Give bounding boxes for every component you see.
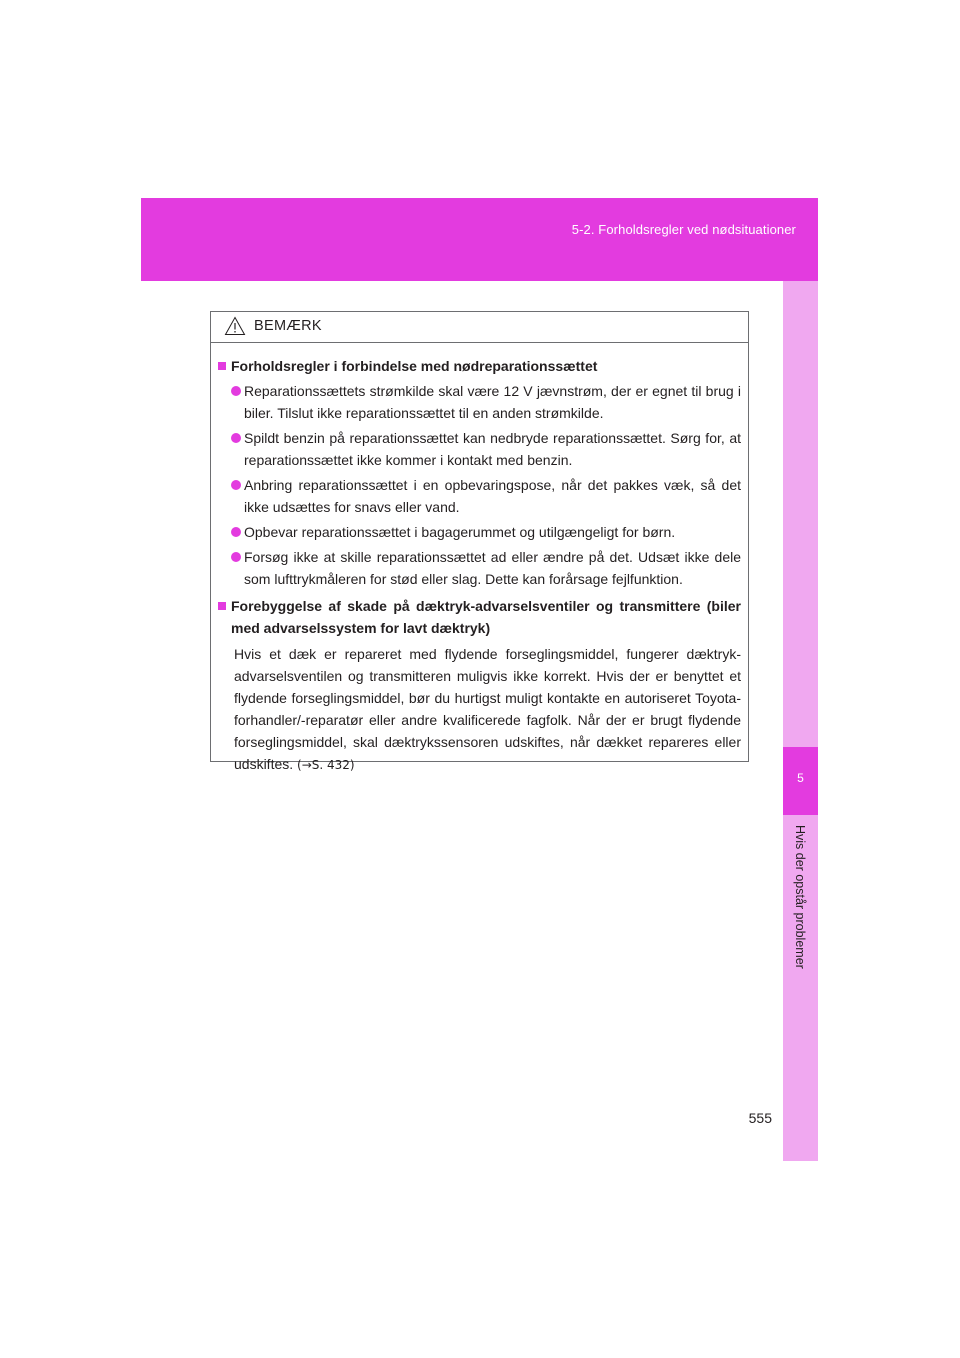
bullet-dot-icon — [231, 433, 241, 443]
square-bullet-icon — [218, 602, 226, 610]
section-title: 5-2. Forholdsregler ved nødsituationer — [571, 222, 796, 237]
page-reference-link[interactable]: (→S. 432) — [297, 758, 355, 772]
notice-body — [211, 343, 748, 776]
page-number: 555 — [748, 1110, 772, 1126]
section-paragraph — [218, 643, 741, 776]
section-heading-text: Forebyggelse af skade på dæktryk-advarselsventiler og transmittere (biler med advarselssystem for lavt dæktryk) — [231, 598, 741, 636]
chapter-number-tab — [783, 747, 818, 815]
bullet-dot-icon — [231, 552, 241, 562]
notice-title: BEMÆRK — [254, 318, 322, 334]
bullet-dot-icon — [231, 386, 241, 396]
list-item-text: Opbevar reparationssættet i bagagerummet og utilgængeligt for børn. — [244, 524, 676, 540]
list-item — [218, 380, 741, 424]
warning-triangle-icon — [224, 316, 246, 336]
square-bullet-icon — [218, 362, 226, 370]
bullet-dot-icon — [231, 527, 241, 537]
chapter-title: Hvis der opstår problemer — [793, 825, 807, 969]
list-item-text: Reparationssættets strømkilde skal være 12 V jævnstrøm, der er egnet til brug i biler. Tilslut ikke reparationssættet til en anden strømkilde. — [244, 383, 741, 421]
section-heading — [218, 355, 741, 377]
list-item — [218, 521, 741, 543]
notice-header — [211, 312, 748, 343]
section-header-band — [141, 198, 818, 281]
chapter-number: 5 — [797, 771, 804, 785]
paragraph-text: Hvis et dæk er repareret med flydende forseglingsmiddel, fungerer dæktryk-advarselsventilen og transmitteren muligvis ikke korrekt. Hvis der er benyttet et flydende forseglingsmiddel, bør du hurtigst muligt kontakte en autoriseret Toyota-forhandler/-reparatør eller andre kvalificerede fagfolk. Når der er brugt flydende forseglingsmiddel, skal dæktrykssensoren udskiftes, når dækket repareres eller udskiftes. — [234, 646, 741, 772]
notice-box — [210, 311, 749, 772]
list-item — [218, 427, 741, 471]
list-item — [218, 546, 741, 590]
section-heading — [218, 595, 741, 639]
list-item — [218, 474, 741, 518]
bullet-dot-icon — [231, 480, 241, 490]
chapter-side-tab — [783, 281, 818, 1161]
section-heading-text: Forholdsregler i forbindelse med nødreparationssættet — [231, 358, 598, 374]
list-item-text: Spildt benzin på reparationssættet kan nedbryde reparationssættet. Sørg for, at reparationssættet ikke kommer i kontakt med benzin. — [244, 430, 741, 468]
list-item-text: Forsøg ikke at skille reparationssættet ad eller ændre på det. Udsæt ikke dele som lufttrykmåleren for stød eller slag. Dette kan forårsage fejlfunktion. — [244, 549, 741, 587]
list-item-text: Anbring reparationssættet i en opbevaringspose, når det pakkes væk, så det ikke udsættes for snavs eller vand. — [244, 477, 741, 515]
